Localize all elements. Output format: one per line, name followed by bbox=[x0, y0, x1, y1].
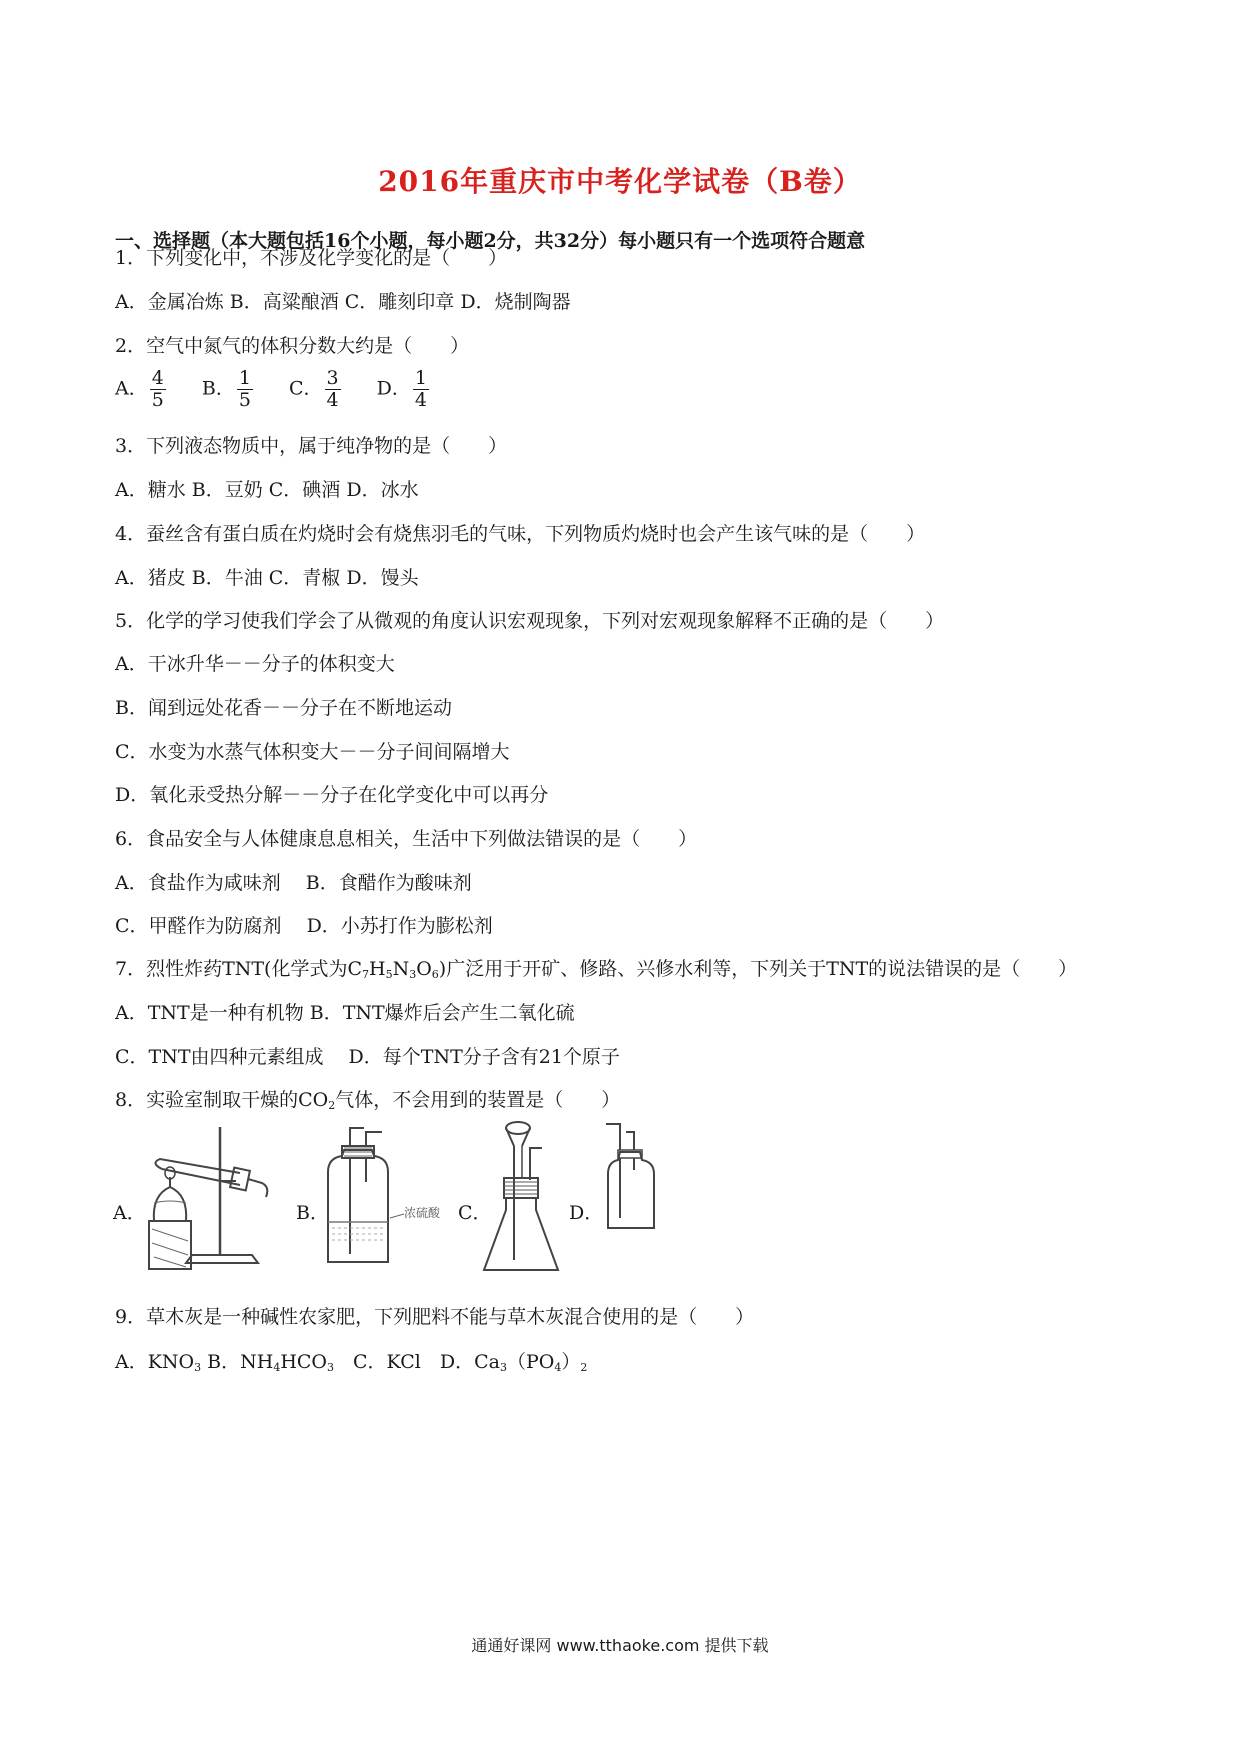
q8-apparatus-b-gas-bottle bbox=[320, 1122, 440, 1272]
q8-label-b: B． bbox=[296, 1202, 329, 1224]
q6-options-ab: A．食盐作为咸味剂 B．食醋作为酸味剂 bbox=[115, 872, 472, 894]
q8-label-d: D． bbox=[569, 1202, 604, 1224]
q5-option-d: D．氧化汞受热分解－－分子在化学变化中可以再分 bbox=[115, 784, 549, 806]
q8-apparatus-a-heating-tube bbox=[140, 1125, 300, 1275]
q5-stem: 5．化学的学习使我们学会了从微观的角度认识宏观现象，下列对宏观现象解释不正确的是（ ） bbox=[115, 610, 945, 632]
q4-options: A．猪皮 B．牛油 C．青椒 D．馒头 bbox=[115, 567, 419, 589]
q5-option-b: B．闻到远处花香－－分子在不断地运动 bbox=[115, 697, 452, 719]
q7-stem: 7．烈性炸药TNT(化学式为$C_7H_5N_3O_6$)广泛用于开矿、修路、兴修水利等，下列关于TNT的说法错误的是（ ） bbox=[115, 958, 1078, 981]
fraction: $\frac{4}{5}$ bbox=[151, 367, 164, 411]
q8-label-a: A． bbox=[113, 1202, 146, 1224]
fraction: $\frac{1}{4}$ bbox=[414, 367, 427, 411]
q3-options: A．糖水 B．豆奶 C．碘酒 D．冰水 bbox=[115, 479, 419, 501]
q8-b-label-note: 浓硫酸 bbox=[404, 1206, 440, 1220]
q2-option-b: B． $\frac{1}{5}$ bbox=[201, 367, 251, 411]
q7-options-ab: A．TNT是一种有机物 B．TNT爆炸后会产生二氧化硫 bbox=[115, 1002, 575, 1024]
q8-apparatus-c-conical-flask bbox=[480, 1120, 570, 1280]
q3-stem: 3．下列液态物质中，属于纯净物的是（ ） bbox=[115, 435, 508, 457]
q5-option-c: C．水变为水蒸气体积变大－－分子间间隔增大 bbox=[115, 741, 510, 763]
q1-stem: 1．下列变化中，不涉及化学变化的是（ ） bbox=[115, 247, 508, 269]
q2-option-a: A． $\frac{4}{5}$ bbox=[115, 367, 164, 411]
q7-options-cd: C．TNT由四种元素组成 D．每个TNT分子含有21个原子 bbox=[115, 1046, 620, 1068]
q2-options bbox=[115, 368, 459, 411]
page-title: 2016年重庆市中考化学试卷（B卷） bbox=[378, 165, 862, 198]
fraction: $\frac{1}{5}$ bbox=[238, 367, 251, 411]
q2-option-c: C． $\frac{3}{4}$ bbox=[288, 367, 339, 411]
q4-stem: 4．蚕丝含有蛋白质在灼烧时会有烧焦羽毛的气味，下列物质灼烧时也会产生该气味的是（ ） bbox=[115, 523, 926, 545]
page-footer: 通通好课网 www.tthaoke.com 提供下载 bbox=[471, 1636, 769, 1655]
q1-options: A．金属冶炼 B．高粱酿酒 C．雕刻印章 D．烧制陶器 bbox=[115, 291, 571, 313]
q8-apparatus-d-gas-bottle bbox=[596, 1118, 676, 1238]
q8-label-c: C． bbox=[458, 1202, 492, 1224]
section-heading: 一、选择题（本大题包括16个小题，每小题2分，共32分）每小题只有一个选项符合题意 bbox=[115, 230, 866, 252]
q9-stem: 9．草木灰是一种碱性农家肥，下列肥料不能与草木灰混合使用的是（ ） bbox=[115, 1306, 755, 1328]
q2-option-d: D． $\frac{1}{4}$ bbox=[376, 367, 427, 411]
fraction: $\frac{3}{4}$ bbox=[326, 367, 339, 411]
q8-stem: 8．实验室制取干燥的$CO_2$气体，不会用到的装置是（ ） bbox=[115, 1089, 621, 1112]
q6-stem: 6．食品安全与人体健康息息相关，生活中下列做法错误的是（ ） bbox=[115, 828, 698, 850]
q9-options: A．$KNO_3$ B．$NH_4HCO_3$ C．KCl D．$Ca_3(PO_4)_2$ bbox=[115, 1351, 588, 1374]
q5-option-a: A．干冰升华－－分子的体积变大 bbox=[115, 653, 395, 675]
q2-stem: 2．空气中氮气的体积分数大约是（ ） bbox=[115, 335, 470, 357]
q6-options-cd: C．甲醛作为防腐剂 D．小苏打作为膨松剂 bbox=[115, 915, 493, 937]
